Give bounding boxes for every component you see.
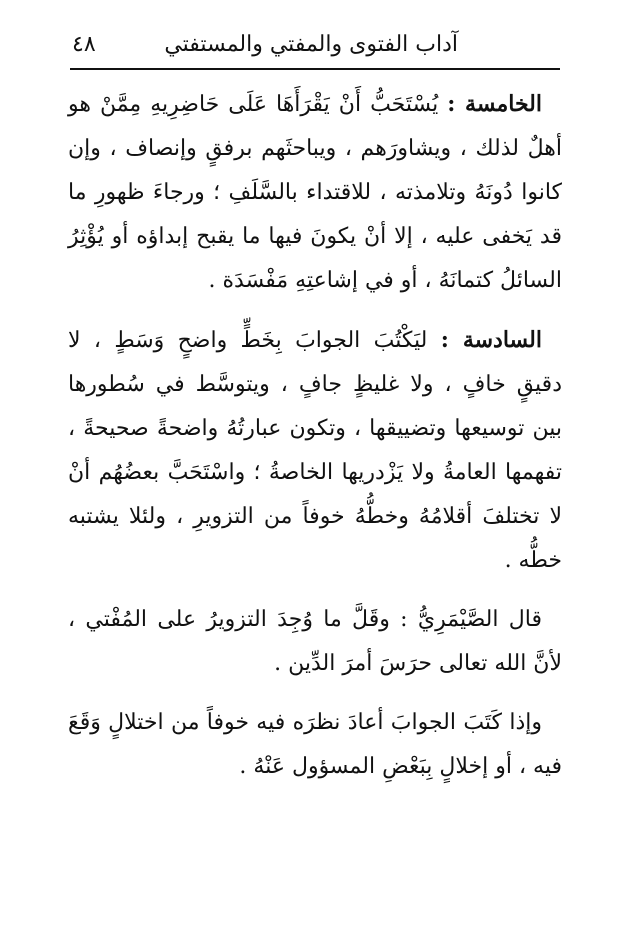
paragraph-text: يُسْتَحَبُّ أَنْ يَقْرَأَهَا عَلَى حَاضِرِيهِ مِمَّنْ هو أهلٌ لذلك ، ويشاورَهم ، ويباحثَهم برفقٍ وإنصاف ، وإن كانوا دُونَهُ وتلامذته ، للاقتداء بالسَّلَفِ ؛ ورجاءَ ظهورِ ما قد يَخفى عليه ، إلا أنْ يكونَ فيها ما يقبح إبداؤه أو يُؤْثِرُ السائلُ كتمانَهُ ، أو في إشاعتِهِ مَفْسَدَة . [68,92,562,293]
page-header [72,28,558,68]
paragraph-lead: الخامسة : [447,91,542,117]
paragraph-saymari-quote [68,598,562,686]
running-title: آداب الفتوى والمفتي والمستفتي [164,32,458,57]
paragraph-text: قال الصَّيْمَرِيُّ : وقَلَّ ما وُجِدَ التزويرُ على المُفْتي ، لأنَّ الله تعالى حرَسَ أمرَ الدِّين . [68,607,562,676]
header-rule [70,68,560,70]
paragraph-sixth [68,318,562,583]
body-text [68,82,562,789]
paragraph-review [68,701,562,789]
paragraph-fifth [68,82,562,303]
paragraph-lead: السادسة : [440,327,542,353]
paragraph-text: وإذا كَتَبَ الجوابَ أعادَ نظرَه فيه خوفاً من اختلالٍ وَقَعَ فيه ، أو إخلالٍ بِبَعْضِ المسؤول عَنْهُ . [68,710,562,779]
page-number: ٤٨ [72,32,96,57]
paragraph-text: ليَكْتُبَ الجوابَ بِخَطٍّ واضحٍ وَسَطٍ ، لا دقيقٍ خافٍ ، ولا غليظٍ جافٍ ، ويتوسَّط في سُطورها بين توسيعها وتضييقها ، وتكون عبارتُهُ واضحةً صحيحةً ، تفهمها العامةُ ولا يَزْدريها الخاصةُ ؛ واسْتَحَبَّ بعضُهُم أنْ لا تختلفَ أقلامُهُ وخطُّهُ خوفاً من التزويرِ ، ولئلا يشتبه خطُّه . [68,328,562,573]
